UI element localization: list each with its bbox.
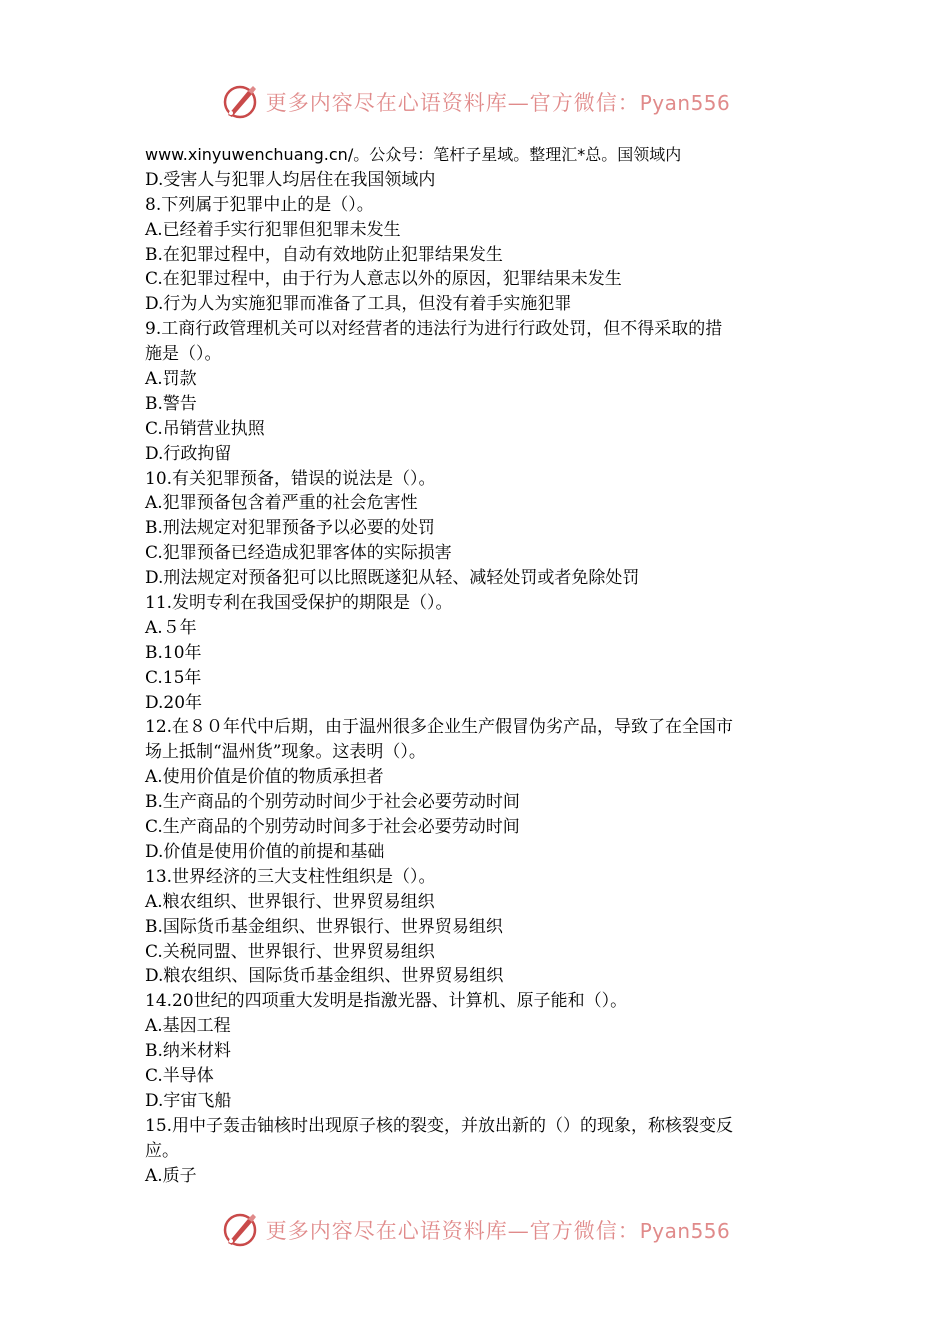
option-line: B.警告 xyxy=(145,393,197,414)
option-line: C.生产商品的个别劳动时间多于社会必要劳动时间 xyxy=(145,817,520,838)
banner-text xyxy=(266,1215,731,1245)
option-line: D.20年 xyxy=(145,692,203,713)
option-line: A.已经着手实行犯罪但犯罪未发生 xyxy=(145,219,401,240)
banner-text xyxy=(266,87,731,117)
banner-wechat-id: Pyan556 xyxy=(639,1219,731,1243)
option-line: C.关税同盟、世界银行、世界贸易组织 xyxy=(145,941,435,962)
option-line: B.生产商品的个别劳动时间少于社会必要劳动时间 xyxy=(145,792,520,813)
option-line: C.15年 xyxy=(145,667,202,688)
option-line: A.犯罪预备包含着严重的社会危害性 xyxy=(145,493,418,514)
banner-caption: 更多内容尽在心语资料库—官方微信： xyxy=(265,91,640,115)
question-9: 9.工商行政管理机关可以对经营者的违法行为进行行政处罚，但不得采取的措 xyxy=(145,319,723,340)
option-line: C.犯罪预备已经造成犯罪客体的实际损害 xyxy=(145,543,452,564)
banner-wechat-id: Pyan556 xyxy=(639,91,731,115)
question-12-cont: 场上抵制“温州货”现象。这表明（）。 xyxy=(145,742,426,763)
option-line: A.使用价值是价值的物质承担者 xyxy=(145,767,384,788)
option-line: D.价值是使用价值的前提和基础 xyxy=(145,841,385,862)
question-15: 15.用中子轰击铀核时出现原子核的裂变，并放出新的（）的现象，称核裂变反 xyxy=(145,1115,734,1136)
option-line: A.５年 xyxy=(145,617,197,638)
option-line: B.国际货币基金组织、世界银行、世界贸易组织 xyxy=(145,916,503,937)
option-line: C.吊销营业执照 xyxy=(145,418,265,439)
text-line: www.xinyuwenchuang.cn/。公众号：笔杆子星域。整理汇*总。国领域内 xyxy=(145,145,682,164)
option-line: D.刑法规定对预备犯可以比照既遂犯从轻、减轻处罚或者免除处罚 xyxy=(145,568,640,589)
option-line: D.行政拘留 xyxy=(145,443,232,464)
option-line: B.10年 xyxy=(145,642,202,663)
question-11: 11.发明专利在我国受保护的期限是（）。 xyxy=(145,593,453,614)
question-9-cont: 施是（）。 xyxy=(145,344,222,365)
document-body xyxy=(145,143,815,1188)
option-line: D.宇宙飞船 xyxy=(145,1090,232,1111)
option-line: A.基因工程 xyxy=(145,1016,231,1037)
option-line: C.在犯罪过程中，由于行为人意志以外的原因，犯罪结果未发生 xyxy=(145,269,622,290)
question-15-cont: 应。 xyxy=(145,1140,179,1161)
option-line: B.刑法规定对犯罪预备予以必要的处罚 xyxy=(145,518,435,539)
option-line: B.纳米材料 xyxy=(145,1041,231,1062)
pen-circle-logo-icon xyxy=(220,82,260,122)
text-line: D.受害人与犯罪人均居住在我国领域内 xyxy=(145,169,436,190)
header-banner xyxy=(0,80,950,124)
option-line: D.行为人为实施犯罪而准备了工具，但没有着手实施犯罪 xyxy=(145,294,572,315)
question-10: 10.有关犯罪预备，错误的说法是（）。 xyxy=(145,468,436,489)
question-8: 8.下列属于犯罪中止的是（）。 xyxy=(145,194,374,215)
option-line: A.质子 xyxy=(145,1165,197,1186)
option-line: D.粮农组织、国际货币基金组织、世界贸易组织 xyxy=(145,966,504,987)
banner-caption: 更多内容尽在心语资料库—官方微信： xyxy=(265,1219,640,1243)
question-12: 12.在８０年代中后期，由于温州很多企业生产假冒伪劣产品，导致了在全国市 xyxy=(145,717,734,738)
question-14: 14.20世纪的四项重大发明是指激光器、计算机、原子能和（）。 xyxy=(145,991,628,1012)
pen-circle-logo-icon xyxy=(220,1210,260,1250)
option-line: B.在犯罪过程中，自动有效地防止犯罪结果发生 xyxy=(145,244,503,265)
question-13: 13.世界经济的三大支柱性组织是（）。 xyxy=(145,866,436,887)
option-line: A.粮农组织、世界银行、世界贸易组织 xyxy=(145,891,435,912)
footer-banner xyxy=(0,1208,950,1252)
option-line: C.半导体 xyxy=(145,1065,214,1086)
option-line: A.罚款 xyxy=(145,369,197,390)
